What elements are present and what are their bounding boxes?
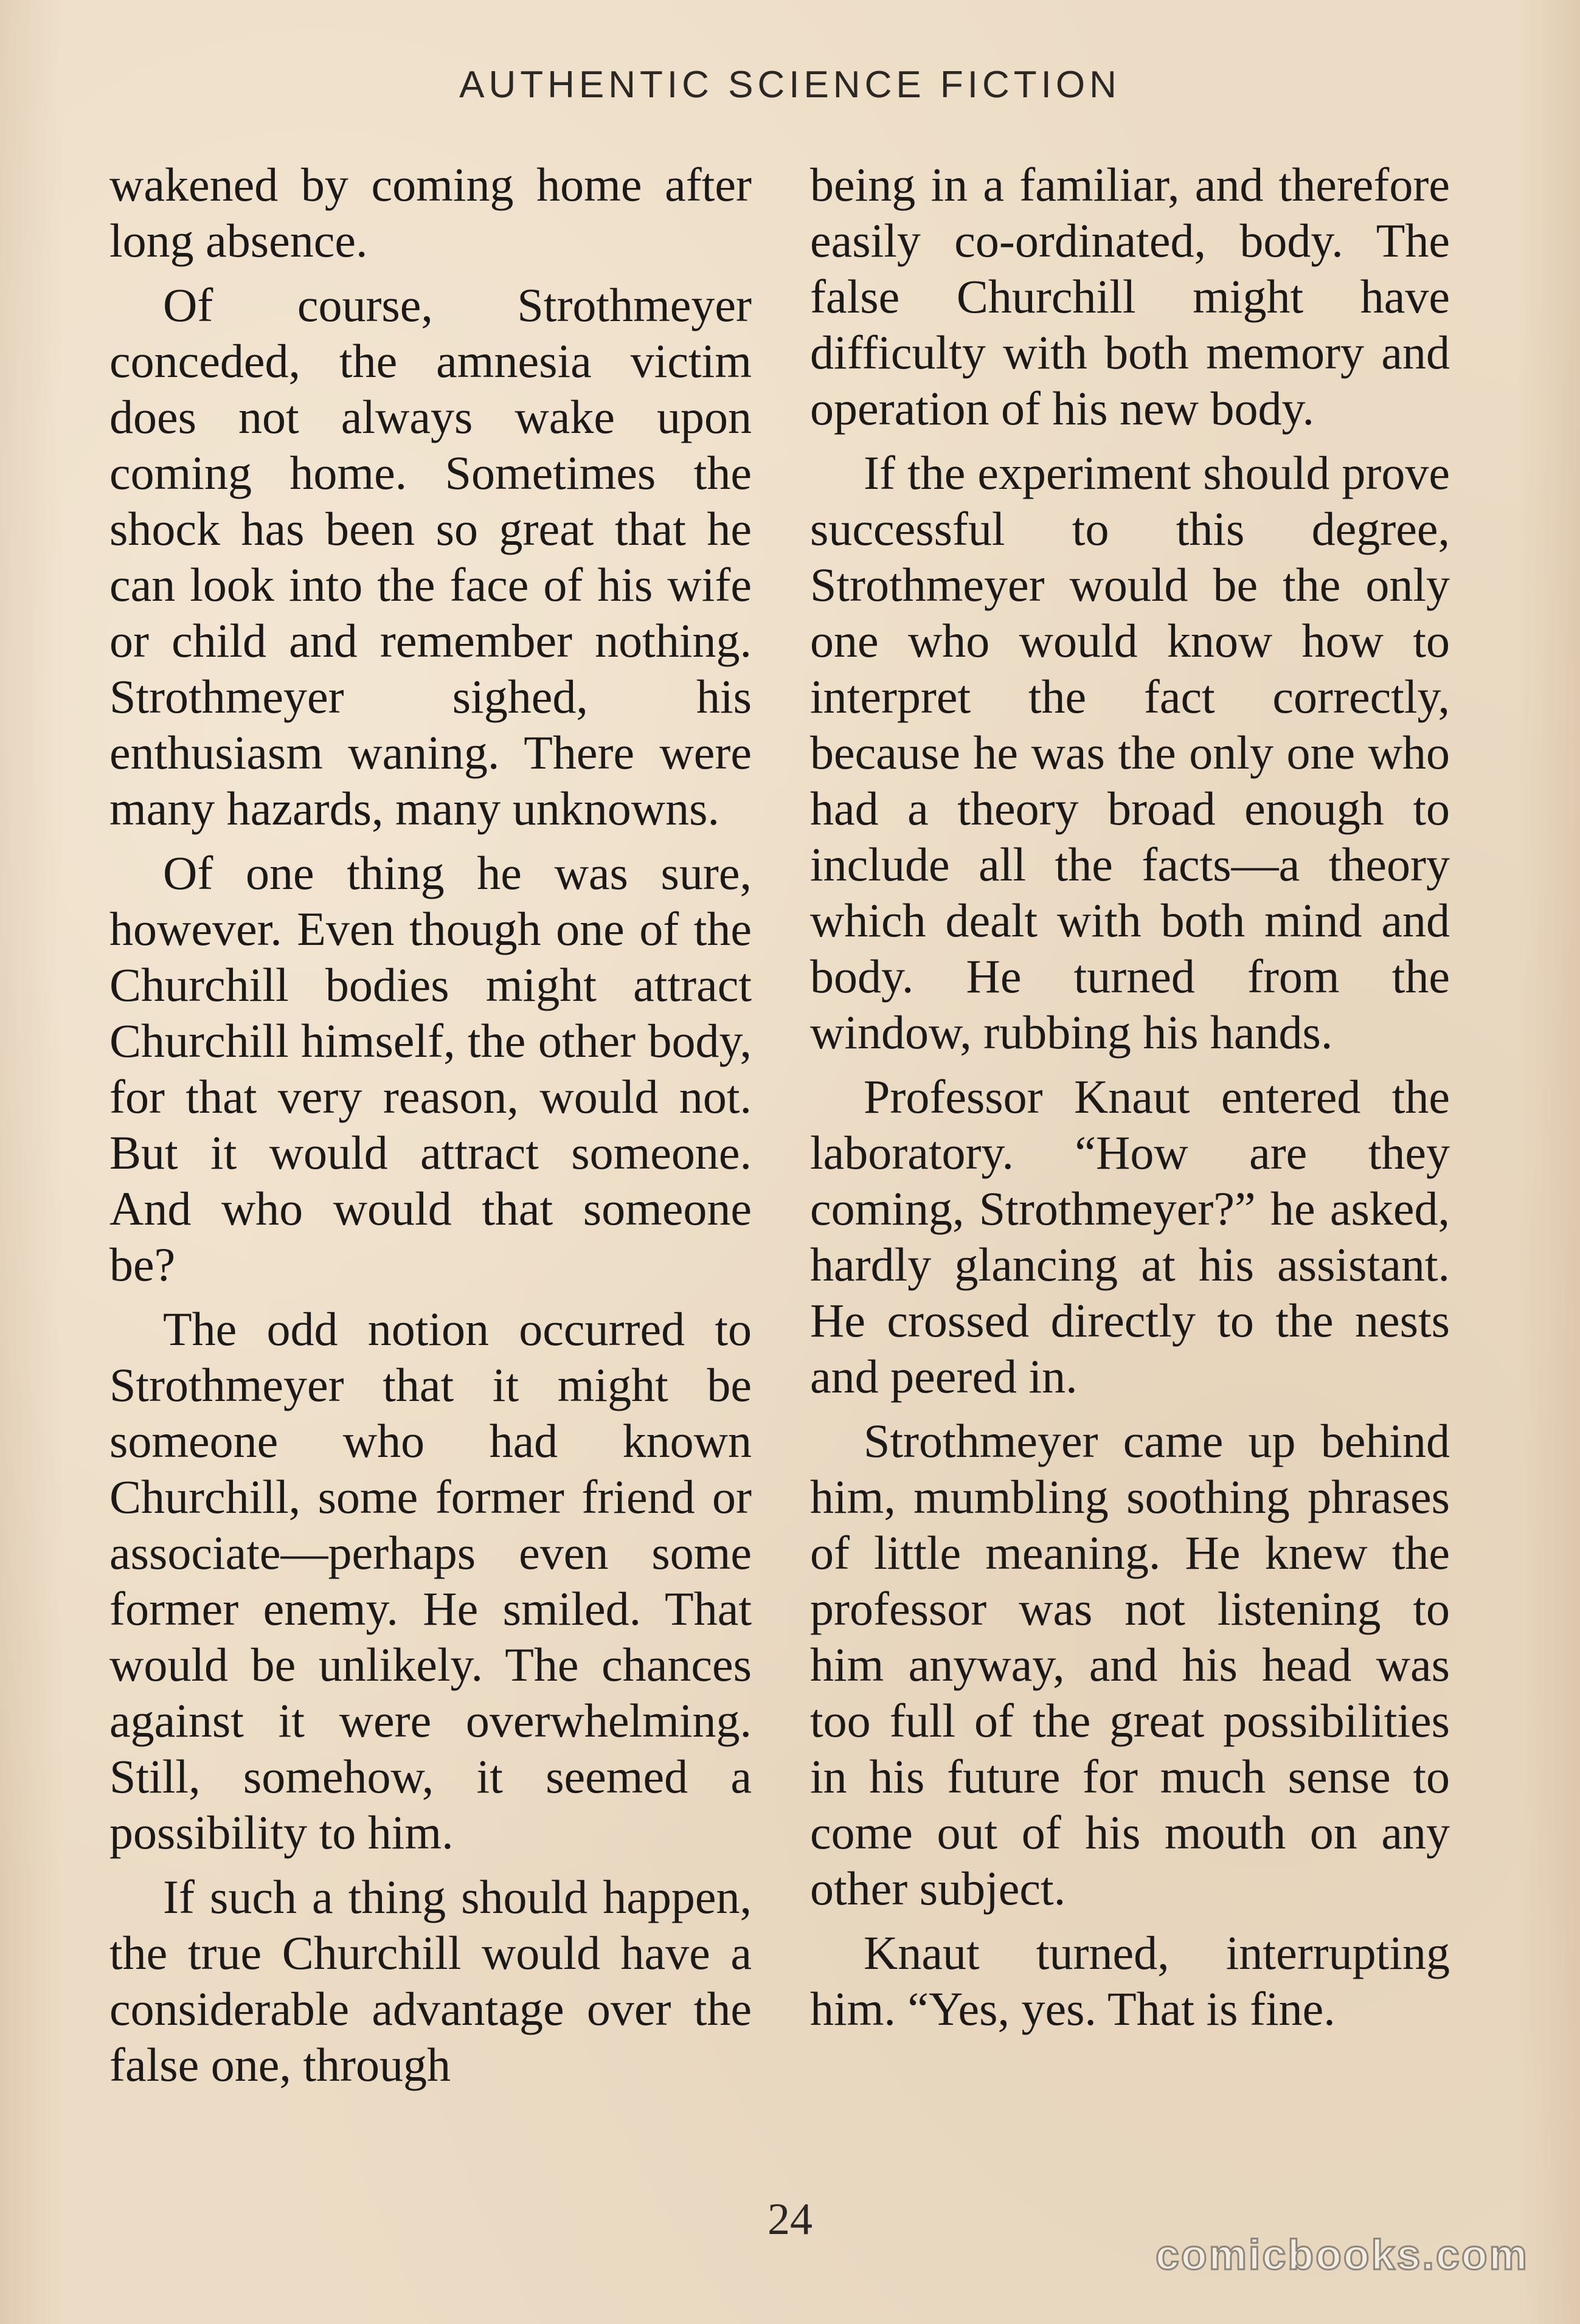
watermark: comicbooks.com [1156,2231,1529,2278]
paragraph: Of course, Strothmeyer conceded, the amnesia victim does not always wake upon coming home. Sometimes the shock has been so great that he can look into the face of his wife or child and remember nothing. Strothmeyer sighed, his enthusiasm waning. There were many hazards, many unknowns. [109,278,752,835]
paragraph: If the experiment should prove successful to this degree, Strothmeyer would be the only one who would know how to interpret the fact correctly, because he was the only one who had a theory broad enough to include all the facts—a theory which dealt with both mind and body. He turned from the window, rubbing his hands. [810,446,1450,1059]
running-head: AUTHENTIC SCIENCE FICTION [459,64,1121,106]
text-column-right [810,157,1450,2157]
paragraph: Strothmeyer came up behind him, mumbling soothing phrases of little meaning. He knew the professor was not listening to him anyway, and his head was too full of the great possibilities in his future for much sense to come out of his mouth on any other subject. [810,1414,1450,1915]
paragraph: Professor Knaut entered the laboratory. “How are they coming, Strothmeyer?” he asked, hardly glancing at his assistant. He crossed directly to the nests and peered in. [810,1070,1450,1403]
paragraph: If such a thing should happen, the true Churchill would have a considerable advantage over the false one, through [109,1870,752,2091]
paragraph: Of one thing he was sure, however. Even though one of the Churchill bodies might attract Churchill himself, the other body, for that very reason, would not. But it would attract someone. And who would that someone be? [109,846,752,1291]
paragraph: The odd notion occurred to Strothmeyer that it might be someone who had known Churchill, some former friend or associate—perhaps even some former enemy. He smiled. That would be unlikely. The chances against it were overwhelming. Still, somehow, it seemed a possibility to him. [109,1302,752,1859]
paragraph: Knaut turned, interrupting him. “Yes, yes. That is fine. [810,1926,1450,2035]
page-number: 24 [767,2194,813,2244]
paragraph: being in a familiar, and therefore easily co-ordinated, body. The false Churchill might have difficulty with both memory and operation of his new body. [810,158,1450,435]
text-column-left [109,157,752,2157]
paragraph: wakened by coming home after long absence. [109,158,752,267]
